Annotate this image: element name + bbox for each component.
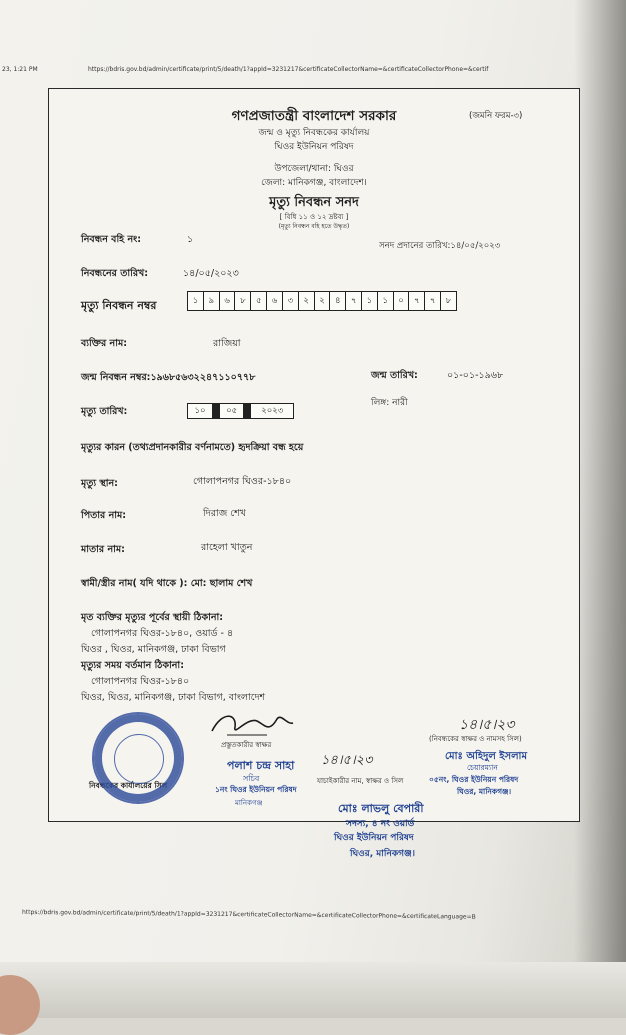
place-label: মৃত্যু স্থান:	[81, 478, 118, 489]
permanent-address-line1: গোলাপনগর ঘিওর-১৮৪০, ওয়ার্ড - ৪	[91, 628, 234, 639]
office-seal-inner	[114, 734, 164, 784]
book-number-value: ১	[187, 234, 194, 245]
month-box: ০৫	[219, 403, 245, 419]
name-value: রাজিয়া	[213, 338, 241, 349]
birth-date-value: ০১-০১-১৯৬৮	[447, 370, 504, 381]
birth-date-label: জন্ম তারিখ:	[371, 370, 418, 381]
digit-box: ২	[298, 291, 315, 311]
birth-reg-number: জন্ম নিবন্ধন নম্বর:১৯৬৮৫৬৩২২৪৭১১০৭৭৮	[81, 372, 256, 383]
certificate-heading: মৃত্যু নিবন্ধন সনদ	[269, 195, 359, 210]
mother-value: রাহেলা খাতুন	[201, 542, 253, 553]
death-date-label: মৃত্যু তারিখ:	[81, 406, 128, 417]
name-label: ব্যক্তির নাম:	[81, 338, 128, 349]
member-title: সদস্য, ৪ নং ওয়ার্ড	[346, 819, 415, 829]
upazila: উপজেলা/থানা: ঘিওর	[274, 164, 354, 174]
digit-box: ৮	[234, 291, 251, 311]
place-value: গোলাপনগর ঘিওর-১৮৪০	[193, 476, 292, 487]
chairman-name: মোঃ অহিদুল ইসলাম	[445, 751, 527, 762]
current-address-line2: ঘিওর, ঘিওর, মানিকগঞ্জ, ঢাকা বিভাগ, বাংলাদেশ	[81, 692, 266, 703]
year-box: ২০২৩	[250, 403, 294, 419]
office-name: জন্ম ও মৃত্যু নিবন্ধকের কার্যালয়	[258, 128, 370, 138]
verifier-signature-date: ১৪।৫।২৩	[321, 753, 373, 768]
permanent-address-label: মৃত ব্যক্তির মৃত্যুর পূর্বের স্থায়ী ঠিকানা:	[81, 612, 224, 623]
chairman-office: ০৫নং, ঘিওর ইউনিয়ন পরিষদ	[429, 775, 519, 784]
rule-subtitle: (মৃত্যু নিবন্ধন বহি হতে উদ্ধৃত)	[278, 223, 350, 230]
digit-box: ৭	[424, 291, 441, 311]
digit-box: ৬	[219, 291, 236, 311]
permanent-address-line2: ঘিওর , ঘিওর, মানিকগঞ্জ, ঢাকা বিভাগ	[81, 644, 226, 655]
death-date-boxes	[187, 403, 293, 419]
print-time: 23, 1:21 PM	[2, 66, 38, 73]
registrar-signature-date: ১৪।৫।২৩	[459, 717, 515, 733]
digit-box: ১	[187, 291, 204, 311]
print-url-bottom: https://bdris.gov.bd/admin/certificate/print/5/death/1?appId=3231217&certificateCollectorName=&certificateCollectorPhone=&certificateLanguage=B	[21, 908, 476, 921]
death-certificate	[48, 88, 580, 822]
registration-date-label: নিবন্ধনের তারিখ:	[81, 268, 149, 279]
preparer-signature	[207, 707, 297, 743]
digit-box: ৭	[408, 291, 425, 311]
secretary-name: পলাশ চন্দ্র সাহা	[227, 759, 295, 772]
mother-label: মাতার নাম:	[81, 544, 125, 555]
chairman-place: ঘিওর, মানিকগঞ্জ।	[457, 787, 512, 796]
background-surface	[0, 962, 626, 1018]
father-label: পিতার নাম:	[81, 510, 127, 521]
chairman-title: চেয়ারম্যান	[467, 763, 498, 772]
current-address-label: মৃত্যুর সময় বর্তমান ঠিকানা:	[81, 660, 184, 671]
member-name: মোঃ লাভলু বেপারী	[338, 802, 424, 815]
digit-box: ৭	[345, 291, 362, 311]
digit-box: ০	[393, 291, 410, 311]
print-url-top: https://bdris.gov.bd/admin/certificate/print/5/death/1?appId=3231217&certificateCollectorName=&certificateCollectorPhone=&certif	[88, 66, 489, 73]
registrar-label: (নিবন্ধকের স্বাক্ষর ও নামসহ সিল)	[429, 735, 522, 743]
page-shadow	[574, 0, 626, 1018]
verifier-label: যাচাইকারীর নাম, স্বাক্ষর ও সিল	[317, 777, 404, 785]
digit-box: ৩	[282, 291, 299, 311]
current-address-line1: গোলাপনগর ঘিওর-১৮৪০	[91, 676, 190, 687]
office-seal	[92, 712, 184, 804]
day-box: ১০	[187, 403, 213, 419]
father-value: দিরাজ শেখ	[203, 508, 246, 519]
union-name: ঘিওর ইউনিয়ন পরিষদ	[274, 142, 354, 152]
spouse-name: স্বামী/স্ত্রীর নাম( যদি থাকে ): মো: ছালাম শেখ	[81, 578, 253, 589]
secretary-title: সচিব	[243, 774, 260, 783]
secretary-place: মানিকগঞ্জ	[235, 799, 263, 807]
digit-box: ৫	[250, 291, 267, 311]
issue-date: সনদ প্রদানের তারিখ:১৪/০৫/২০২৩	[379, 241, 501, 251]
rule-reference: [ বিধি ১১ ও ১২ দ্রষ্টব্য ]	[279, 213, 349, 221]
digit-box: ৯	[203, 291, 220, 311]
member-office: ঘিওর ইউনিয়ন পরিষদ	[334, 833, 414, 843]
secretary-office: ১নং ঘিওর ইউনিয়ন পরিষদ	[215, 785, 297, 794]
form-number: (জমনি ফরম-৩)	[469, 111, 523, 121]
digit-box: ৮	[440, 291, 457, 311]
digit-box: ৪	[329, 291, 346, 311]
office-seal-label: নিবন্ধকের কার্যালয়ের সিল	[89, 781, 168, 790]
digit-box: ৬	[266, 291, 283, 311]
death-reg-number-boxes	[187, 291, 456, 311]
member-place: ঘিওর, মানিকগঞ্জ।	[350, 849, 415, 859]
cause-of-death: মৃত্যুর কারন (তথ্যপ্রদানকারীর বর্ণনামতে) হৃদক্রিয়া বন্ধ হয়ে	[81, 442, 304, 453]
registration-date-value: ১৪/০৫/২০২৩	[183, 268, 239, 279]
digit-box: ২	[314, 291, 331, 311]
digit-box: ১	[377, 291, 394, 311]
sex: লিঙ্গ: নারী	[371, 398, 408, 408]
preparer-label: প্রস্তুতকারীর স্বাক্ষর	[221, 741, 272, 749]
gov-title: গণপ্রজাতন্ত্রী বাংলাদেশ সরকার	[231, 108, 397, 124]
district: জেলা: মানিকগঞ্জ, বাংলাদেশ।	[261, 178, 367, 188]
death-reg-number-label: মৃত্যু নিবন্ধন নম্বর	[81, 299, 157, 312]
book-number-label: নিবন্ধন বহি নং:	[81, 234, 142, 245]
digit-box: ১	[361, 291, 378, 311]
